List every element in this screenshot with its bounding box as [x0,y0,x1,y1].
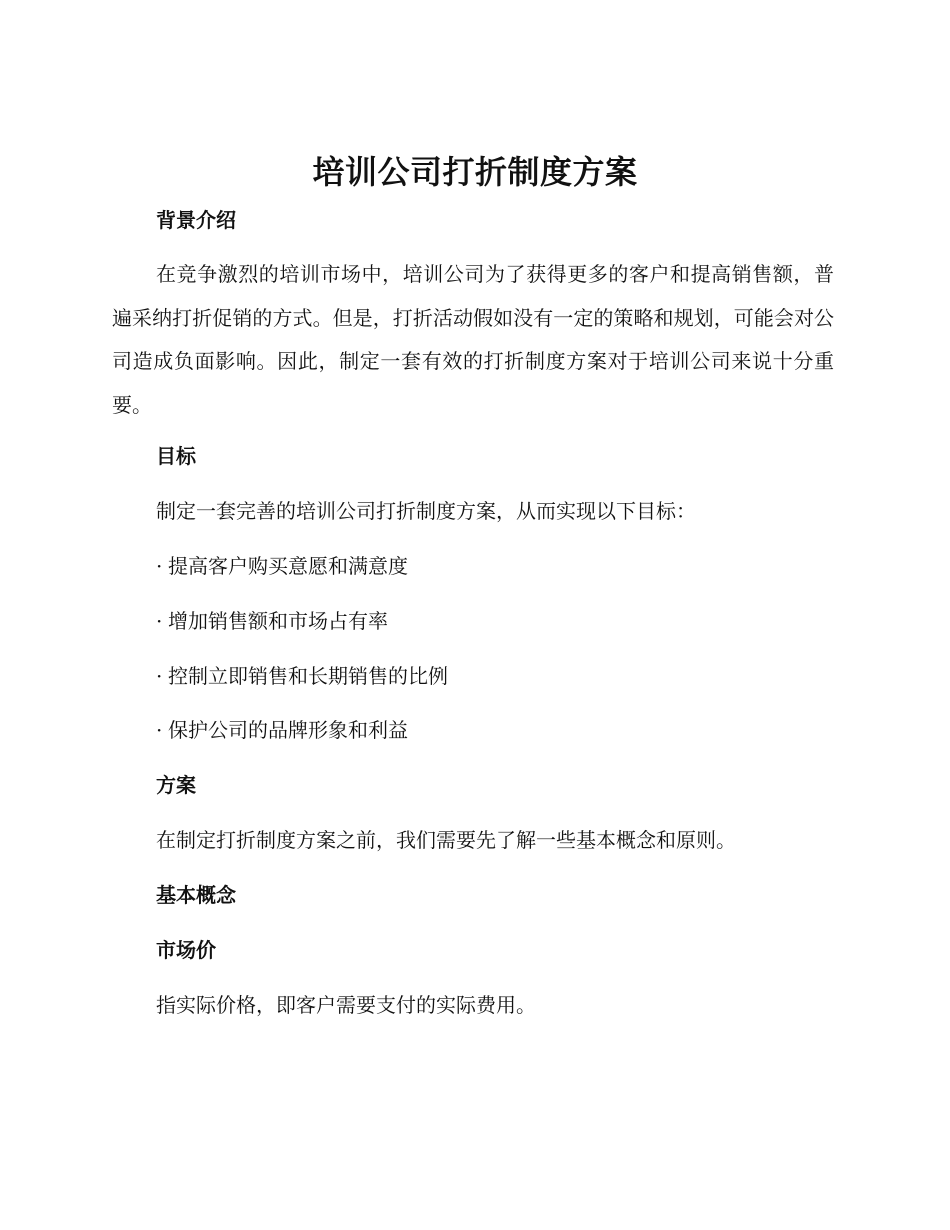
section-heading-plan: 方案 [156,773,196,797]
section-heading-background: 背景介绍 [156,208,236,232]
page-title: 培训公司打折制度方案 [312,153,638,191]
goal-item [156,552,408,580]
section-heading-market-price: 市场价 [156,938,216,962]
goal-item-text: 控制立即销售和长期销售的比例 [168,664,448,688]
goal-item [156,716,408,744]
goal-item-text: 保护公司的品牌形象和利益 [168,718,408,742]
bullet-icon: · [156,609,163,633]
goal-item [156,662,448,690]
section-heading-concepts: 基本概念 [156,883,236,907]
bullet-icon: · [156,664,163,688]
background-paragraph: 在竞争激烈的培训市场中，培训公司为了获得更多的客户和提高销售额，普遍采纳打折促销的方式。但是，打折活动假如没有一定的策略和规划，可能会对公司造成负面影响。因此，制定一套有效的打折制度方案对于培训公司来说十分重要。 [112,262,834,417]
bullet-icon: · [156,554,163,578]
goal-item-text: 提高客户购买意愿和满意度 [168,554,408,578]
market-price-definition: 指实际价格，即客户需要支付的实际费用。 [156,993,536,1017]
bullet-icon: · [156,718,163,742]
goal-item [156,607,388,635]
goal-item-text: 增加销售额和市场占有率 [168,609,388,633]
goals-intro: 制定一套完善的培训公司打折制度方案，从而实现以下目标： [156,499,696,523]
section-heading-goals: 目标 [156,444,196,468]
plan-intro: 在制定打折制度方案之前，我们需要先了解一些基本概念和原则。 [156,828,736,852]
